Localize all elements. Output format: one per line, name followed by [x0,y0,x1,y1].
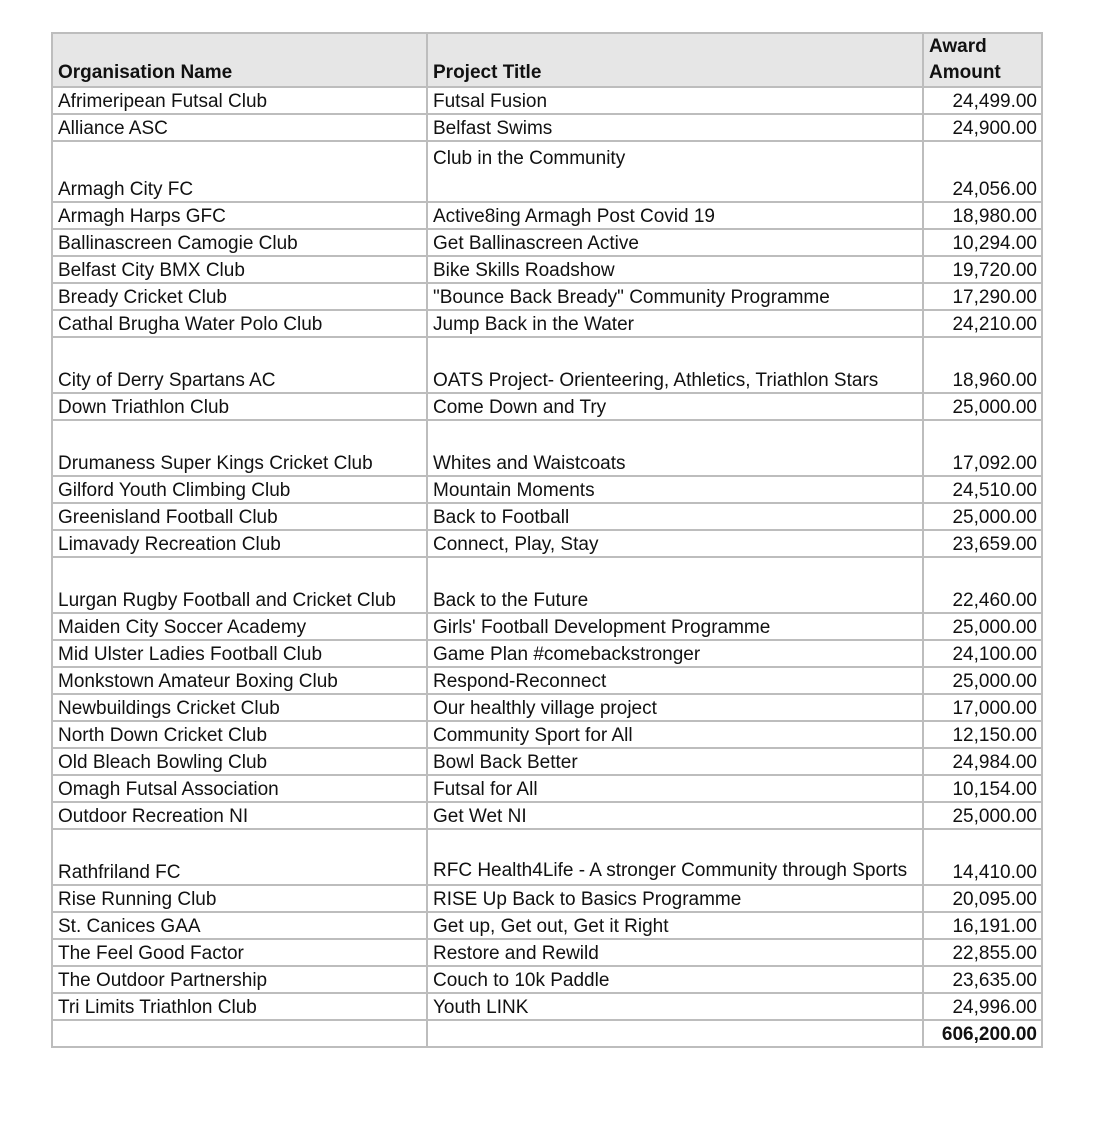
organisation-cell: Armagh Harps GFC [52,202,427,229]
project-cell: Come Down and Try [427,393,923,420]
table-row [52,802,1042,829]
table-row [52,912,1042,939]
table-row [52,420,1042,476]
project-cell: Belfast Swims [427,114,923,141]
amount-cell: 24,056.00 [923,141,1042,202]
project-cell: Respond-Reconnect [427,667,923,694]
project-cell: Back to the Future [427,557,923,613]
table-row [52,393,1042,420]
organisation-cell: Limavady Recreation Club [52,530,427,557]
amount-cell: 24,996.00 [923,993,1042,1020]
organisation-cell: Omagh Futsal Association [52,775,427,802]
amount-cell: 24,210.00 [923,310,1042,337]
project-cell: Futsal for All [427,775,923,802]
amount-cell: 17,290.00 [923,283,1042,310]
organisation-cell: Outdoor Recreation NI [52,802,427,829]
header-amount: Award Amount [923,33,1042,87]
table-row [52,966,1042,993]
total-blank-org [52,1020,427,1047]
organisation-cell: St. Canices GAA [52,912,427,939]
organisation-cell: Old Bleach Bowling Club [52,748,427,775]
table-row [52,640,1042,667]
project-cell: Club in the Community [427,141,923,202]
project-cell: Girls' Football Development Programme [427,613,923,640]
amount-cell: 24,510.00 [923,476,1042,503]
organisation-cell: North Down Cricket Club [52,721,427,748]
organisation-cell: Mid Ulster Ladies Football Club [52,640,427,667]
project-cell: Get Ballinascreen Active [427,229,923,256]
project-cell: Jump Back in the Water [427,310,923,337]
project-cell: Active8ing Armagh Post Covid 19 [427,202,923,229]
amount-cell: 25,000.00 [923,802,1042,829]
organisation-cell: Tri Limits Triathlon Club [52,993,427,1020]
organisation-cell: Maiden City Soccer Academy [52,613,427,640]
table-row [52,748,1042,775]
total-blank-project [427,1020,923,1047]
table-row [52,476,1042,503]
organisation-cell: Drumaness Super Kings Cricket Club [52,420,427,476]
table-row [52,337,1042,393]
project-cell: RISE Up Back to Basics Programme [427,885,923,912]
amount-cell: 14,410.00 [923,829,1042,885]
amount-cell: 25,000.00 [923,393,1042,420]
project-cell: "Bounce Back Bready" Community Programme [427,283,923,310]
amount-cell: 19,720.00 [923,256,1042,283]
amount-cell: 20,095.00 [923,885,1042,912]
organisation-cell: Afrimeripean Futsal Club [52,87,427,114]
project-cell: Mountain Moments [427,476,923,503]
amount-cell: 23,635.00 [923,966,1042,993]
organisation-cell: Bready Cricket Club [52,283,427,310]
header-project: Project Title [427,33,923,87]
table-row [52,694,1042,721]
project-cell: Back to Football [427,503,923,530]
total-row [52,1020,1042,1047]
project-cell: RFC Health4Life - A stronger Community through Sports [427,829,923,885]
organisation-cell: Ballinascreen Camogie Club [52,229,427,256]
amount-cell: 23,659.00 [923,530,1042,557]
table-row [52,721,1042,748]
organisation-cell: Gilford Youth Climbing Club [52,476,427,503]
organisation-cell: City of Derry Spartans AC [52,337,427,393]
header-row [52,33,1042,87]
project-cell: Get up, Get out, Get it Right [427,912,923,939]
table-row [52,557,1042,613]
organisation-cell: Rathfriland FC [52,829,427,885]
table-row [52,202,1042,229]
amount-cell: 25,000.00 [923,613,1042,640]
table-row [52,829,1042,885]
organisation-cell: Belfast City BMX Club [52,256,427,283]
awards-table [51,32,1043,1048]
amount-cell: 18,960.00 [923,337,1042,393]
project-cell: Whites and Waistcoats [427,420,923,476]
table-body [52,87,1042,1020]
organisation-cell: Alliance ASC [52,114,427,141]
organisation-cell: Newbuildings Cricket Club [52,694,427,721]
table-row [52,775,1042,802]
table-row [52,310,1042,337]
table-row [52,613,1042,640]
amount-cell: 24,900.00 [923,114,1042,141]
amount-cell: 22,460.00 [923,557,1042,613]
amount-cell: 22,855.00 [923,939,1042,966]
project-cell: Game Plan #comebackstronger [427,640,923,667]
table-row [52,256,1042,283]
project-cell: Bike Skills Roadshow [427,256,923,283]
amount-cell: 16,191.00 [923,912,1042,939]
table-row [52,114,1042,141]
table-row [52,530,1042,557]
organisation-cell: Cathal Brugha Water Polo Club [52,310,427,337]
project-cell: Connect, Play, Stay [427,530,923,557]
project-cell: Community Sport for All [427,721,923,748]
amount-cell: 24,499.00 [923,87,1042,114]
organisation-cell: Rise Running Club [52,885,427,912]
amount-cell: 25,000.00 [923,503,1042,530]
organisation-cell: Monkstown Amateur Boxing Club [52,667,427,694]
organisation-cell: Lurgan Rugby Football and Cricket Club [52,557,427,613]
project-cell: OATS Project- Orienteering, Athletics, Triathlon Stars [427,337,923,393]
table-row [52,885,1042,912]
total-amount: 606,200.00 [923,1020,1042,1047]
organisation-cell: Armagh City FC [52,141,427,202]
amount-cell: 17,092.00 [923,420,1042,476]
table-row [52,283,1042,310]
project-cell: Our healthly village project [427,694,923,721]
amount-cell: 18,980.00 [923,202,1042,229]
organisation-cell: Greenisland Football Club [52,503,427,530]
table-row [52,993,1042,1020]
table-row [52,667,1042,694]
amount-cell: 12,150.00 [923,721,1042,748]
table-row [52,503,1042,530]
amount-cell: 24,984.00 [923,748,1042,775]
organisation-cell: The Feel Good Factor [52,939,427,966]
amount-cell: 24,100.00 [923,640,1042,667]
amount-cell: 25,000.00 [923,667,1042,694]
table-row [52,141,1042,202]
amount-cell: 10,154.00 [923,775,1042,802]
project-cell: Youth LINK [427,993,923,1020]
table-row [52,229,1042,256]
organisation-cell: Down Triathlon Club [52,393,427,420]
amount-cell: 17,000.00 [923,694,1042,721]
project-cell: Futsal Fusion [427,87,923,114]
organisation-cell: The Outdoor Partnership [52,966,427,993]
project-cell: Get Wet NI [427,802,923,829]
project-cell: Restore and Rewild [427,939,923,966]
table-row [52,939,1042,966]
project-cell: Couch to 10k Paddle [427,966,923,993]
table-row [52,87,1042,114]
project-cell: Bowl Back Better [427,748,923,775]
header-organisation: Organisation Name [52,33,427,87]
amount-cell: 10,294.00 [923,229,1042,256]
